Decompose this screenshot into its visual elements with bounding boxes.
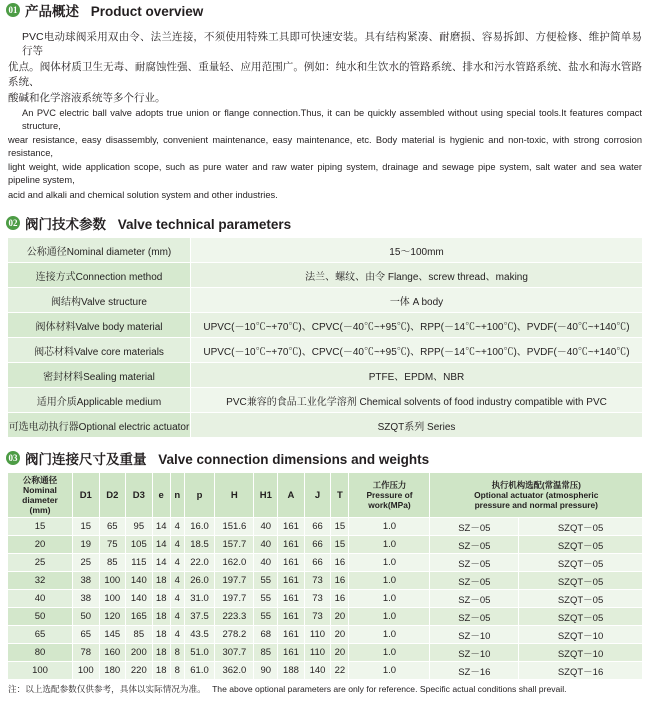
- cell-value: 197.7: [215, 572, 254, 590]
- cell-value: SZ－05: [430, 536, 519, 554]
- overview-paragraph-en: An PVC electric ball valve adopts true union or flange connection.Thus, it can be quickly assembled without using special tools.It features compact structure,: [22, 108, 642, 131]
- table-row: [8, 662, 643, 680]
- table-row: [8, 590, 643, 608]
- cell-value: 1.0: [349, 590, 430, 608]
- column-header-optional-actuator: [430, 473, 643, 518]
- cell-value: 1.0: [349, 644, 430, 662]
- cell-value: 26.0: [184, 572, 215, 590]
- cell-value: 16: [331, 590, 349, 608]
- cell-value: 25: [73, 554, 100, 572]
- section-title-technical: [25, 213, 291, 233]
- cell-value: SZQT－05: [519, 518, 643, 536]
- param-value: UPVC(－10℃~+70℃)、CPVC(－40℃~+95℃)、RPP(－14℃~+100℃)、PVDF(－40℃~+140℃): [191, 313, 643, 338]
- cell-value: SZ－10: [430, 626, 519, 644]
- cell-value: 18: [152, 572, 170, 590]
- header-text: 工作压力 Pressure of work(MPa): [366, 480, 413, 511]
- cell-value: 188: [278, 662, 305, 680]
- cell-value: 145: [99, 626, 126, 644]
- cell-value: SZQT－05: [519, 554, 643, 572]
- cell-value: 4: [170, 572, 184, 590]
- cell-value: 19: [73, 536, 100, 554]
- table-row: [8, 288, 643, 313]
- column-header-nominal-diameter: [8, 473, 73, 518]
- cell-value: 16.0: [184, 518, 215, 536]
- table-row: [8, 388, 643, 413]
- table-row: [8, 338, 643, 363]
- cell-nominal-diameter: 32: [8, 572, 73, 590]
- cell-value: 40: [254, 554, 278, 572]
- cell-value: 38: [73, 590, 100, 608]
- section-title-overview: [25, 0, 203, 20]
- cell-value: 151.6: [215, 518, 254, 536]
- cell-value: 8: [170, 662, 184, 680]
- table-row: [8, 554, 643, 572]
- cell-value: 140: [126, 572, 153, 590]
- cell-value: 15: [331, 518, 349, 536]
- cell-nominal-diameter: 20: [8, 536, 73, 554]
- cell-value: 75: [99, 536, 126, 554]
- cell-value: SZ－16: [430, 662, 519, 680]
- cell-value: SZ－05: [430, 590, 519, 608]
- cell-nominal-diameter: 50: [8, 608, 73, 626]
- cell-value: 66: [304, 536, 331, 554]
- param-value: UPVC(－10℃~+70℃)、CPVC(－40℃~+95℃)、RPP(－14℃~+100℃)、PVDF(－40℃~+140℃): [191, 338, 643, 363]
- section-title-cn: 阀门连接尺寸及重量: [25, 452, 147, 468]
- cell-value: 14: [152, 536, 170, 554]
- cell-value: 278.2: [215, 626, 254, 644]
- technical-parameters-table: [7, 237, 643, 438]
- cell-value: 73: [304, 572, 331, 590]
- cell-value: 51.0: [184, 644, 215, 662]
- cell-value: 140: [304, 662, 331, 680]
- dimensions-note: [8, 684, 642, 695]
- cell-value: 14: [152, 518, 170, 536]
- cell-value: 61.0: [184, 662, 215, 680]
- cell-value: 40: [254, 536, 278, 554]
- section-title-en: Valve connection dimensions and weights: [158, 452, 430, 468]
- param-label: 阀结构Valve structure: [8, 288, 191, 313]
- cell-value: 197.7: [215, 590, 254, 608]
- cell-value: 16: [331, 554, 349, 572]
- cell-value: SZ－05: [430, 608, 519, 626]
- cell-value: 18: [152, 626, 170, 644]
- table-row: [8, 644, 643, 662]
- cell-value: SZ－10: [430, 644, 519, 662]
- cell-value: 4: [170, 554, 184, 572]
- section-title-en: Product overview: [90, 4, 204, 19]
- cell-value: 161: [278, 536, 305, 554]
- param-value: 一体 A body: [191, 288, 643, 313]
- cell-value: 157.7: [215, 536, 254, 554]
- param-label: 密封材料Sealing material: [8, 363, 191, 388]
- column-header-j: J: [304, 473, 331, 518]
- cell-value: 18: [152, 644, 170, 662]
- cell-value: SZQT－10: [519, 626, 643, 644]
- cell-value: 165: [126, 608, 153, 626]
- column-header-a: A: [278, 473, 305, 518]
- cell-value: 223.3: [215, 608, 254, 626]
- section-heading-dimensions: [6, 448, 650, 468]
- param-value: 法兰、螺纹、由令 Flange、screw thread、making: [191, 263, 643, 288]
- column-header-p: p: [184, 473, 215, 518]
- header-text: 公称通径 Nominal diameter (mm): [22, 475, 58, 516]
- cell-value: 161: [278, 590, 305, 608]
- section-badge-icon: 01: [6, 3, 20, 17]
- cell-value: 1.0: [349, 626, 430, 644]
- section-heading-overview: [6, 0, 650, 20]
- cell-value: 73: [304, 608, 331, 626]
- note-en: The above optional parameters are only for reference. Specific actual conditions shall prevail.: [212, 684, 567, 695]
- table-row: [8, 363, 643, 388]
- column-header-d3: D3: [126, 473, 153, 518]
- dimensions-table-body: [8, 518, 643, 680]
- cell-nominal-diameter: 25: [8, 554, 73, 572]
- cell-value: 161: [278, 644, 305, 662]
- table-row: [8, 313, 643, 338]
- table-row: [8, 626, 643, 644]
- section-badge-icon: 02: [6, 216, 20, 230]
- param-label: 可选电动执行器Optional electric actuator: [8, 413, 191, 438]
- cell-value: 1.0: [349, 662, 430, 680]
- cell-value: 18: [152, 590, 170, 608]
- cell-value: 55: [254, 572, 278, 590]
- cell-value: 15: [73, 518, 100, 536]
- cell-value: 18.5: [184, 536, 215, 554]
- cell-value: 55: [254, 590, 278, 608]
- cell-value: 18: [152, 662, 170, 680]
- cell-nominal-diameter: 15: [8, 518, 73, 536]
- column-header-t: T: [331, 473, 349, 518]
- table-row: [8, 413, 643, 438]
- cell-nominal-diameter: 65: [8, 626, 73, 644]
- overview-paragraph: PVC电动球阀采用双由令、法兰连接，不须使用特殊工具即可快速安装。具有结构紧凑、耐磨损、容易拆卸、方便检修、维护简单易行等: [22, 31, 642, 58]
- table-row: [8, 518, 643, 536]
- param-label: 阀体材料Valve body material: [8, 313, 191, 338]
- cell-value: 120: [99, 608, 126, 626]
- cell-value: 38: [73, 572, 100, 590]
- cell-value: 8: [170, 644, 184, 662]
- column-header-d1: D1: [73, 473, 100, 518]
- cell-value: 20: [331, 644, 349, 662]
- param-value: SZQT系列 Series: [191, 413, 643, 438]
- cell-value: 162.0: [215, 554, 254, 572]
- cell-value: 43.5: [184, 626, 215, 644]
- cell-nominal-diameter: 40: [8, 590, 73, 608]
- cell-value: 73: [304, 590, 331, 608]
- param-label: 公称通径Nominal diameter (mm): [8, 238, 191, 263]
- cell-value: 40: [254, 518, 278, 536]
- cell-value: 140: [126, 590, 153, 608]
- overview-paragraph: 酸碱和化学溶液系统等多个行业。: [8, 91, 166, 104]
- cell-value: 20: [331, 608, 349, 626]
- overview-text-block: [0, 24, 650, 205]
- param-label: 连接方式Connection method: [8, 263, 191, 288]
- cell-value: 85: [99, 554, 126, 572]
- cell-value: 50: [73, 608, 100, 626]
- cell-value: 4: [170, 518, 184, 536]
- cell-value: SZ－05: [430, 518, 519, 536]
- cell-value: 105: [126, 536, 153, 554]
- cell-value: SZ－05: [430, 572, 519, 590]
- cell-value: 65: [99, 518, 126, 536]
- cell-value: 65: [73, 626, 100, 644]
- param-label: 阀芯材料Valve core materials: [8, 338, 191, 363]
- cell-value: 1.0: [349, 572, 430, 590]
- cell-value: 85: [254, 644, 278, 662]
- cell-value: 160: [99, 644, 126, 662]
- cell-value: 66: [304, 554, 331, 572]
- param-value: PTFE、EPDM、NBR: [191, 363, 643, 388]
- cell-value: 110: [304, 644, 331, 662]
- cell-value: 1.0: [349, 608, 430, 626]
- cell-value: 90: [254, 662, 278, 680]
- cell-value: 14: [152, 554, 170, 572]
- cell-value: 95: [126, 518, 153, 536]
- overview-paragraph: 优点。阀体材质卫生无毒、耐腐蚀性强、重量轻、应用范围广。例如：纯水和生饮水的管路系统、排水和污水管路系统、盐水和海水管路系统、: [8, 61, 642, 88]
- note-cn: 注：以上选配参数仅供参考，具体以实际情况为准。: [8, 684, 206, 695]
- cell-value: SZQT－05: [519, 572, 643, 590]
- cell-value: 66: [304, 518, 331, 536]
- table-row: [8, 536, 643, 554]
- cell-nominal-diameter: 80: [8, 644, 73, 662]
- cell-value: 4: [170, 536, 184, 554]
- cell-value: 220: [126, 662, 153, 680]
- cell-value: 100: [73, 662, 100, 680]
- table-header-row: [8, 473, 643, 518]
- cell-value: 4: [170, 608, 184, 626]
- cell-value: SZQT－05: [519, 590, 643, 608]
- table-row: [8, 238, 643, 263]
- column-header-h1: H1: [254, 473, 278, 518]
- column-header-h: H: [215, 473, 254, 518]
- section-title-dimensions: [25, 448, 429, 468]
- column-header-working-pressure: [349, 473, 430, 518]
- cell-value: 22.0: [184, 554, 215, 572]
- cell-value: 362.0: [215, 662, 254, 680]
- cell-value: 115: [126, 554, 153, 572]
- column-header-e: e: [152, 473, 170, 518]
- cell-value: 15: [331, 536, 349, 554]
- section-title-cn: 阀门技术参数: [25, 217, 106, 233]
- cell-value: 1.0: [349, 554, 430, 572]
- cell-value: 85: [126, 626, 153, 644]
- table-row: [8, 608, 643, 626]
- section-heading-technical: [6, 213, 650, 233]
- cell-value: 200: [126, 644, 153, 662]
- cell-value: 4: [170, 590, 184, 608]
- cell-value: SZQT－05: [519, 608, 643, 626]
- cell-value: 37.5: [184, 608, 215, 626]
- cell-nominal-diameter: 100: [8, 662, 73, 680]
- table-row: [8, 572, 643, 590]
- cell-value: 161: [278, 572, 305, 590]
- cell-value: 22: [331, 662, 349, 680]
- section-badge-icon: 03: [6, 451, 20, 465]
- dimensions-table: [7, 472, 643, 680]
- cell-value: SZQT－10: [519, 644, 643, 662]
- cell-value: SZQT－16: [519, 662, 643, 680]
- cell-value: 161: [278, 626, 305, 644]
- param-value: PVC兼容的食品工业化学溶剂 Chemical solvents of food industry compatible with PVC: [191, 388, 643, 413]
- cell-value: 1.0: [349, 536, 430, 554]
- param-label: 适用介质Applicable medium: [8, 388, 191, 413]
- cell-value: 110: [304, 626, 331, 644]
- cell-value: SZQT－05: [519, 536, 643, 554]
- cell-value: 68: [254, 626, 278, 644]
- cell-value: 18: [152, 608, 170, 626]
- section-title-cn: 产品概述: [25, 4, 79, 19]
- cell-value: 100: [99, 590, 126, 608]
- table-row: [8, 263, 643, 288]
- cell-value: 307.7: [215, 644, 254, 662]
- cell-value: 100: [99, 572, 126, 590]
- header-text: 执行机构选配(常温常压) Optional actuator (atmospheric pressure and normal pressure): [474, 480, 599, 511]
- overview-paragraph-en: acid and alkali and chemical solution system and other industries.: [8, 189, 278, 200]
- column-header-d2: D2: [99, 473, 126, 518]
- cell-value: 31.0: [184, 590, 215, 608]
- cell-value: SZ－05: [430, 554, 519, 572]
- cell-value: 78: [73, 644, 100, 662]
- cell-value: 16: [331, 572, 349, 590]
- column-header-n: n: [170, 473, 184, 518]
- section-title-en: Valve technical parameters: [117, 217, 292, 233]
- cell-value: 4: [170, 626, 184, 644]
- cell-value: 161: [278, 518, 305, 536]
- overview-paragraph-en: wear resistance, easy disassembly, convenient maintenance, easy maintenance, etc. Body material is hygienic and non-toxic, with strong corrosion resistance,: [8, 135, 642, 158]
- cell-value: 180: [99, 662, 126, 680]
- cell-value: 1.0: [349, 518, 430, 536]
- overview-paragraph-en: light weight, wide application scope, such as pure water and raw water piping system, drainage and sewage pipe system, salt water and sea water pipeline system,: [8, 162, 642, 185]
- param-value: 15～100mm: [191, 238, 643, 263]
- cell-value: 161: [278, 608, 305, 626]
- cell-value: 20: [331, 626, 349, 644]
- cell-value: 161: [278, 554, 305, 572]
- cell-value: 55: [254, 608, 278, 626]
